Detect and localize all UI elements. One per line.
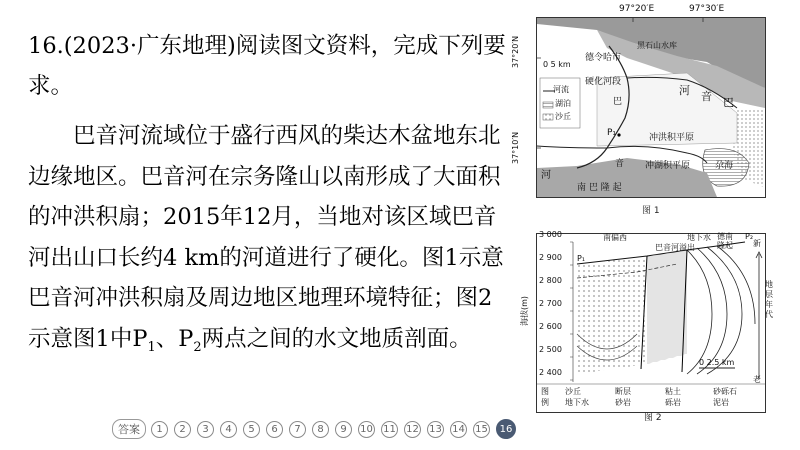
groundwater-label: 地下水 [687,233,711,242]
p1-point [617,133,620,136]
river-left-label: 河 [541,170,551,181]
nav-item-14[interactable]: 14 [450,421,467,438]
legend-mudstone: 泥岩 [713,398,729,407]
legend-groundwater: 地下水 [565,398,589,407]
river-v-ba: 巴 [613,97,623,107]
legend-dune: 沙丘 [565,387,581,396]
map-scale: 0 5 km [543,60,571,69]
legend-river: 河流 [553,85,569,94]
nav-item-5[interactable]: 5 [243,421,260,438]
figure-1-map [511,4,766,198]
nav-item-6[interactable]: 6 [266,421,283,438]
p1-label: P₁ [607,128,617,138]
era-old-label: 老 [753,375,761,384]
question-header [28,26,506,106]
lake-label: 尕海 [715,161,734,171]
reservoir-label: 黑石山水库 [637,41,677,50]
lat-label-1: 37°20′N [511,35,520,68]
ytick-2700: 2 700 [539,299,562,308]
river-word-ba: 巴 [723,96,734,109]
river-word-yin: 音 [701,90,712,103]
answer-button[interactable]: 答案 [112,419,146,439]
figure-2-caption: 图 2 [644,413,662,423]
ytick-2500: 2 500 [539,345,562,354]
question-title: 16.(2023·广东地理)阅读图文资料，完成下列要求。 [28,33,506,99]
nav-item-11[interactable]: 11 [381,421,398,438]
uplift-label: 德南隆起 [717,232,733,250]
nav-item-15[interactable]: 15 [473,421,490,438]
legend-gravel: 砂砾石 [713,387,737,396]
nav-item-1[interactable]: 1 [151,421,168,438]
hardened-label: 硬化河段 [585,77,622,87]
p1-profile-label: P₁ [577,254,586,263]
legend-title-1: 图 [541,387,549,396]
legend-clay: 粘土 [665,387,681,396]
figure-1-caption: 图 1 [642,206,660,216]
river-v-yin: 音 [615,159,625,169]
sediment-left [577,256,647,374]
town-label: 德令哈市 [585,53,622,63]
nav-item-10[interactable]: 10 [358,421,375,438]
question-tail: 两点之间的水文地质剖面。 [201,325,472,352]
y-axis-label: 海拔(m) [520,295,529,326]
figure-2-profile [520,230,773,413]
p2-profile-label: P₂ [745,232,754,241]
question-paragraph: 巴音河流域位于盛行西风的柴达木盆地东北边缘地区。巴音河在宗务隆山以南形成了大面积的冲洪积扇；2015年12月，当地对该区域巴音河出山口长约4 km的河道进行了硬化。图1示意巴音河冲洪积扇及周边地区地理环境特征；图2示意图1中P [28,123,504,352]
lon-label-1: 97°20′E [619,4,655,14]
ytick-2600: 2 600 [539,322,562,331]
era-new-label: 新 [753,239,761,248]
legend-fault: 断层 [615,387,631,396]
separator-text: 、P [155,325,194,352]
legend-lake: 湖泊 [555,99,571,108]
plain1-label: 冲洪积平原 [649,133,695,143]
nav-item-7[interactable]: 7 [289,421,306,438]
p1-subscript: 1 [147,339,156,355]
question-nav-bar [112,418,522,440]
river-word-he: 河 [679,84,690,97]
nav-item-13[interactable]: 13 [427,421,444,438]
ytick-3000: 3 000 [539,230,562,239]
nanpianxi-label: 南偏西 [603,233,627,242]
legend-dune: 沙丘 [555,112,571,121]
ytick-2800: 2 800 [539,276,562,285]
plain2-label: 冲湖积平原 [645,161,691,171]
nav-item-9[interactable]: 9 [335,421,352,438]
nav-item-2[interactable]: 2 [174,421,191,438]
legend-title-2: 例 [541,398,549,407]
legend-conglomerate: 砾岩 [665,398,681,407]
question-body [28,116,506,368]
era-axis-label: 地层年代 [765,280,773,319]
ytick-2400: 2 400 [539,368,562,377]
nav-item-4[interactable]: 4 [220,421,237,438]
nav-item-12[interactable]: 12 [404,421,421,438]
p2-subscript: 2 [193,339,202,355]
ytick-2900: 2 900 [539,253,562,262]
south-uplift-label: 南 巴 隆 起 [577,183,622,193]
nav-item-16-active[interactable]: 16 [496,419,516,439]
nav-item-8[interactable]: 8 [312,421,329,438]
profile-scale: 0 2.5 km [699,358,735,367]
outlet-label: 巴音河溢出 [655,243,695,252]
nav-item-3[interactable]: 3 [197,421,214,438]
legend-sandstone: 砂岩 [615,398,631,407]
lon-label-2: 97°30′E [689,4,725,14]
lat-label-2: 37°10′N [511,131,520,164]
